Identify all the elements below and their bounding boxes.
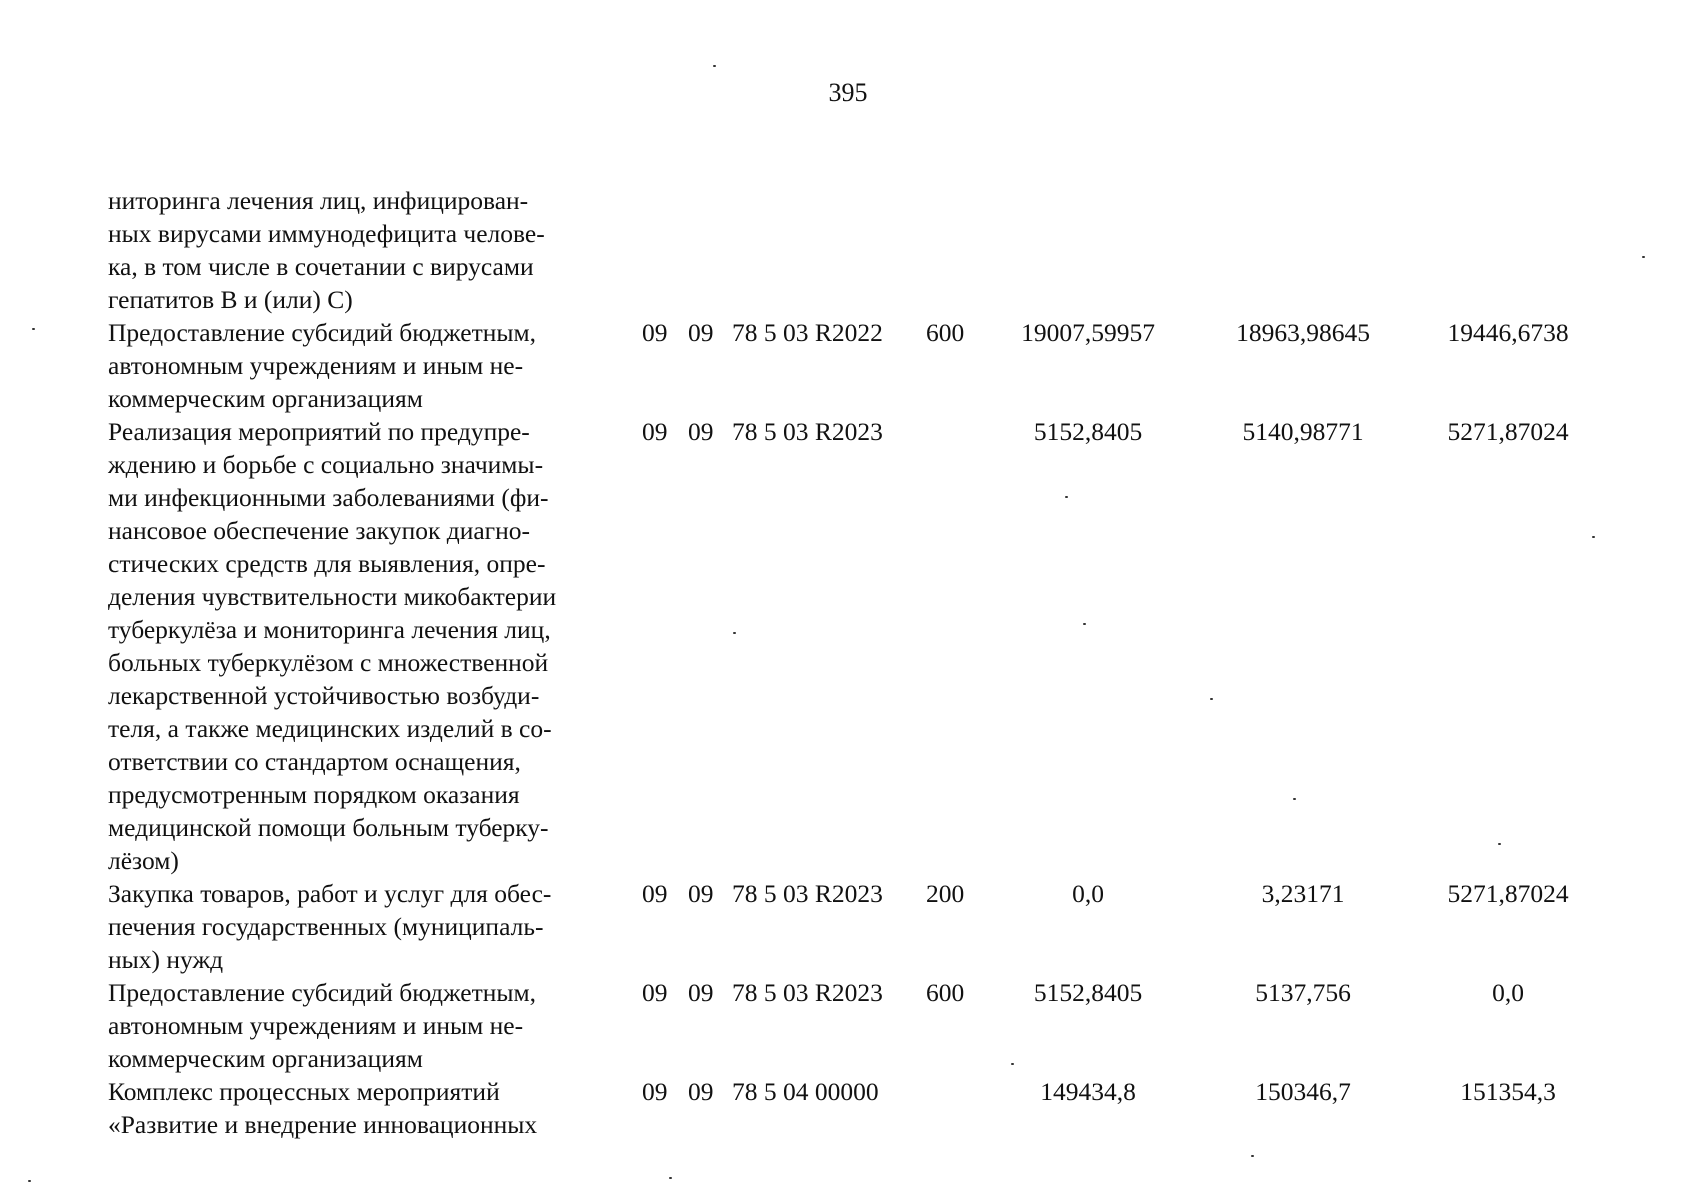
page-number: 395 xyxy=(828,78,868,107)
subsection-code: 09 xyxy=(688,417,714,446)
description-line: ми инфекционными заболеваниями (фи- xyxy=(108,483,549,512)
scan-speck xyxy=(1251,1155,1254,1157)
target-article-code: 78 5 03 R2022 xyxy=(732,318,883,347)
amount-year-3: 19446,6738 xyxy=(1447,318,1569,347)
table-row xyxy=(108,184,1588,316)
table-row xyxy=(108,976,1588,1075)
description-line: гепатитов В и (или) С) xyxy=(108,285,353,314)
section-code: 09 xyxy=(642,318,668,347)
scan-speck xyxy=(733,632,736,634)
description-line: Закупка товаров, работ и услуг для обес- xyxy=(108,879,552,908)
amount-year-3: 0,0 xyxy=(1492,978,1524,1007)
description-line: медицинской помощи больным туберку- xyxy=(108,813,549,842)
table-row xyxy=(108,877,1588,976)
scan-speck xyxy=(1065,496,1068,498)
table-row xyxy=(108,1075,1588,1141)
target-article-code: 78 5 03 R2023 xyxy=(732,417,883,446)
row-description xyxy=(108,184,626,316)
description-line: Предоставление субсидий бюджетным, xyxy=(108,978,537,1007)
section-code: 09 xyxy=(642,1077,668,1106)
amount-year-3: 151354,3 xyxy=(1460,1077,1556,1106)
scan-speck xyxy=(713,65,716,67)
description-line: «Развитие и внедрение инновационных xyxy=(108,1110,538,1139)
scan-speck xyxy=(1083,623,1086,625)
amount-year-2: 3,23171 xyxy=(1261,879,1345,908)
amount-year-2: 150346,7 xyxy=(1255,1077,1351,1106)
row-description xyxy=(108,316,626,415)
scan-speck xyxy=(1011,1063,1014,1065)
description-line: автономным учреждениям и иным не- xyxy=(108,1011,524,1040)
target-article-code: 78 5 03 R2023 xyxy=(732,978,883,1007)
amount-year-3: 5271,87024 xyxy=(1447,417,1569,446)
target-article-code: 78 5 04 00000 xyxy=(732,1077,879,1106)
section-code: 09 xyxy=(642,417,668,446)
section-code: 09 xyxy=(642,879,668,908)
subsection-code: 09 xyxy=(688,318,714,347)
description-line: ка, в том числе в сочетании с вирусами xyxy=(108,252,534,281)
amount-year-1: 149434,8 xyxy=(1040,1077,1136,1106)
description-line: Комплекс процессных мероприятий xyxy=(108,1077,500,1106)
target-article-code: 78 5 03 R2023 xyxy=(732,879,883,908)
scan-speck xyxy=(1210,698,1213,700)
scan-speck xyxy=(1498,843,1501,845)
description-line: больных туберкулёзом с множественной xyxy=(108,648,549,677)
description-line: автономным учреждениям и иным не- xyxy=(108,351,524,380)
scan-speck xyxy=(28,1180,31,1182)
description-line: коммерческим организациям xyxy=(108,384,423,413)
row-description xyxy=(108,976,626,1075)
description-line: ных) нужд xyxy=(108,945,224,974)
scan-speck xyxy=(1293,798,1296,800)
amount-year-3: 5271,87024 xyxy=(1447,879,1569,908)
description-line: ответствии со стандартом оснащения, xyxy=(108,747,521,776)
description-line: ных вирусами иммунодефицита челове- xyxy=(108,219,545,248)
description-line: предусмотренным порядком оказания xyxy=(108,780,520,809)
expense-type-code: 600 xyxy=(926,978,965,1007)
table-row xyxy=(108,316,1588,415)
table-row xyxy=(108,415,1588,877)
amount-year-2: 5140,98771 xyxy=(1242,417,1364,446)
description-line: лёзом) xyxy=(108,846,179,875)
scan-speck xyxy=(1592,536,1595,538)
subsection-code: 09 xyxy=(688,879,714,908)
scan-speck xyxy=(669,1177,672,1179)
expense-type-code: 600 xyxy=(926,318,965,347)
amount-year-1: 19007,59957 xyxy=(1021,318,1155,347)
description-line: лекарственной устойчивостью возбуди- xyxy=(108,681,540,710)
subsection-code: 09 xyxy=(688,978,714,1007)
section-code: 09 xyxy=(642,978,668,1007)
description-line: стических средств для выявления, опре- xyxy=(108,549,546,578)
row-description xyxy=(108,1075,626,1141)
expense-type-code: 200 xyxy=(926,879,965,908)
description-line: туберкулёза и мониторинга лечения лиц, xyxy=(108,615,551,644)
description-line: Реализация мероприятий по предупре- xyxy=(108,417,530,446)
budget-table xyxy=(108,184,1588,1141)
description-line: ждению и борьбе с социально значимы- xyxy=(108,450,544,479)
amount-year-2: 5137,756 xyxy=(1255,978,1351,1007)
description-line: деления чувствительности микобактерии xyxy=(108,582,557,611)
description-line: коммерческим организациям xyxy=(108,1044,423,1073)
scan-speck xyxy=(32,328,35,330)
description-line: ниторинга лечения лиц, инфицирован- xyxy=(108,186,529,215)
amount-year-1: 0,0 xyxy=(1072,879,1104,908)
description-line: теля, а также медицинских изделий в со- xyxy=(108,714,552,743)
amount-year-1: 5152,8405 xyxy=(1033,978,1143,1007)
amount-year-1: 5152,8405 xyxy=(1033,417,1143,446)
row-description xyxy=(108,877,626,976)
subsection-code: 09 xyxy=(688,1077,714,1106)
row-description xyxy=(108,415,626,877)
description-line: печения государственных (муниципаль- xyxy=(108,912,544,941)
amount-year-2: 18963,98645 xyxy=(1236,318,1370,347)
scan-speck xyxy=(1642,256,1645,258)
description-line: Предоставление субсидий бюджетным, xyxy=(108,318,537,347)
description-line: нансовое обеспечение закупок диагно- xyxy=(108,516,531,545)
